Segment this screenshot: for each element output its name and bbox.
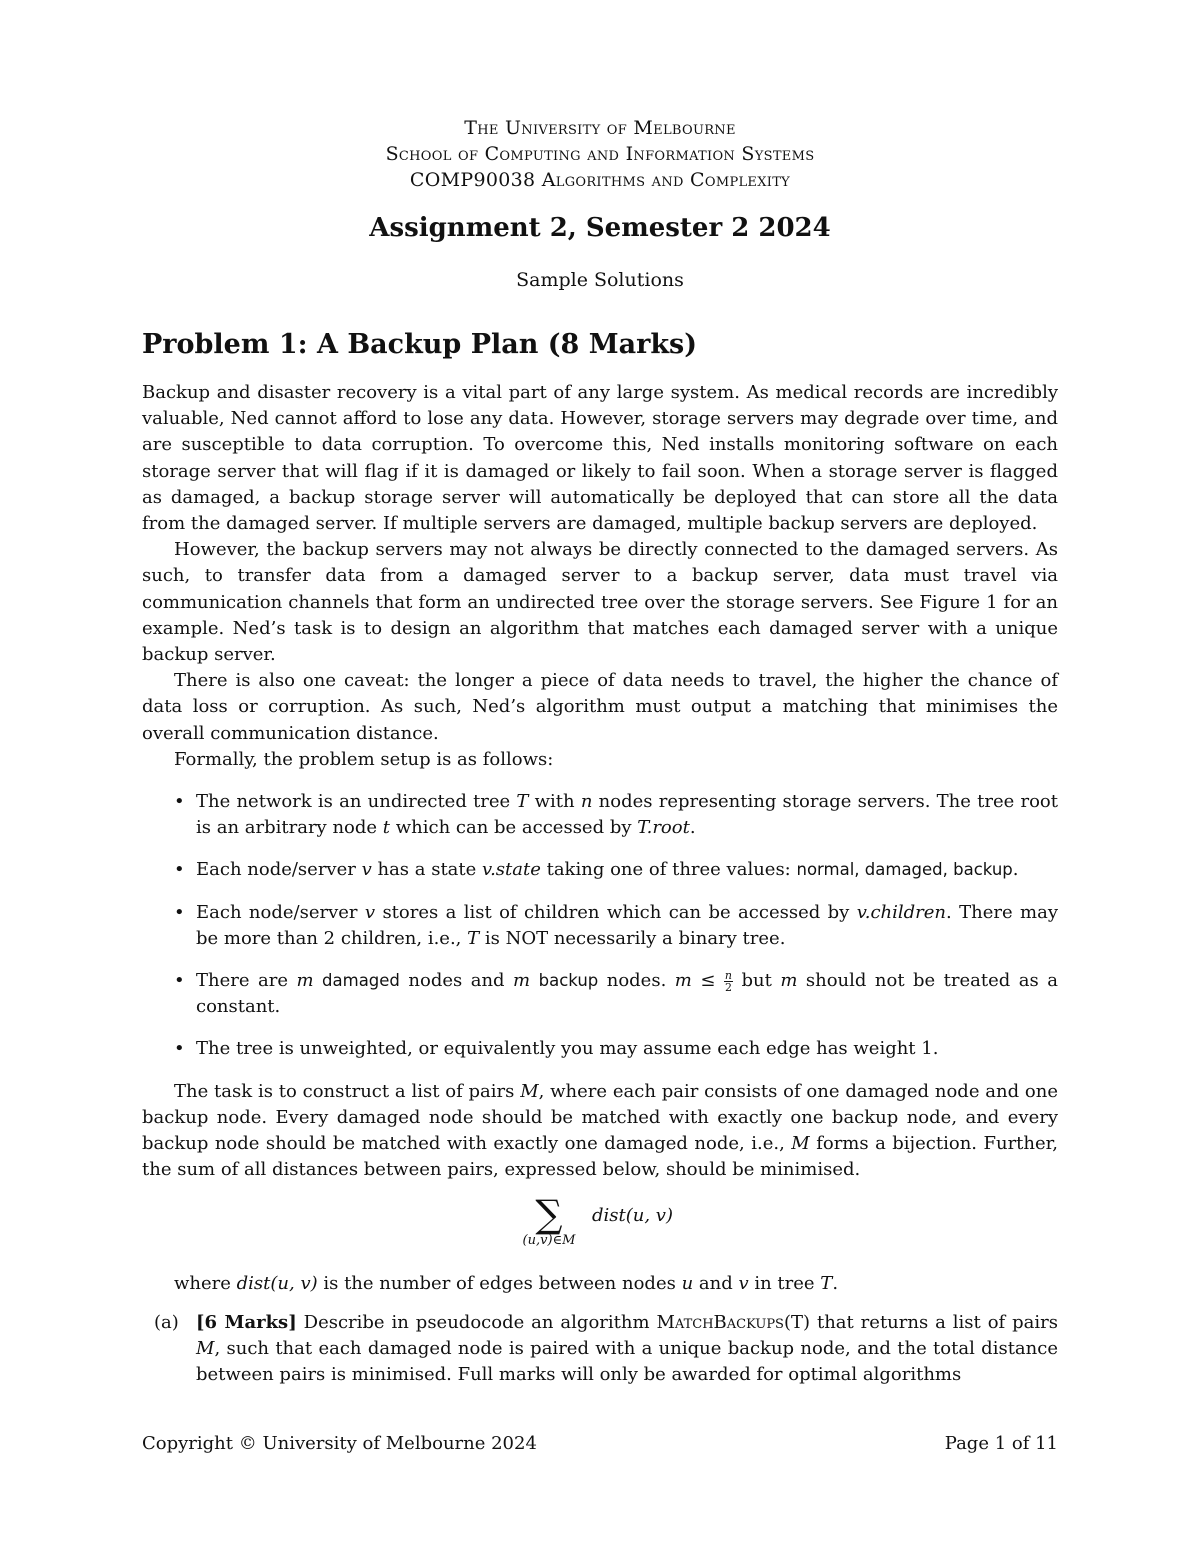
list-item: • There are m damaged nodes and m backup nodes. m ≤ $\frac{n}{2}$ but m should not be treated as a constant. xyxy=(174,968,1058,1018)
part-a: (a) [6 Marks] Describe in pseudocode an algorithm MatchBackups(T) that returns a list of pairs M, such that each damaged node is paired with a unique backup node, and the total distance between pairs is minimised. Full marks will only be awarded for optimal algorithms xyxy=(154,1311,1058,1386)
bullet-icon: • xyxy=(174,859,185,881)
bullet-icon: • xyxy=(174,1038,185,1060)
paragraph-formal: Formally, the problem setup is as follows: xyxy=(174,748,554,770)
school-name: School of Computing and Information Systems xyxy=(385,143,815,165)
setup-list xyxy=(142,789,1058,1063)
list-item: • The network is an undirected tree T with n nodes representing storage servers. The tree root is an arbitrary node t which can be accessed by T.root. xyxy=(174,791,1058,839)
paragraph-intro: Backup and disaster recovery is a vital part of any large system. As medical records are incredibly valuable, Ned cannot afford to lose any data. However, storage servers may degrade over time, and are susceptible to data corruption. To overcome this, Ned installs monitoring software on each storage server that will flag if it is damaged or likely to fail soon. When a storage server is flagged as damaged, a backup storage server will automatically be deployed that can store all the data from the damaged server. If multiple servers are damaged, multiple backup servers are deployed. xyxy=(142,382,1058,535)
document-header xyxy=(0,115,1200,193)
problem-heading: Problem 1: A Backup Plan (8 Marks) xyxy=(142,329,698,360)
sum-equation xyxy=(142,1192,1058,1261)
part-marks: [6 Marks] xyxy=(196,1311,297,1333)
list-item: • Each node/server v stores a list of children which can be accessed by v.children. There may be more than 2 children, i.e., T is NOT necessarily a binary tree. xyxy=(174,901,1058,949)
document-subtitle: Sample Solutions xyxy=(516,269,684,291)
paragraph-task: The task is to construct a list of pairs M, where each pair consists of one damaged node and one backup node. Every damaged node should be matched with exactly one backup node, and every backup node should be matched with exactly one damaged node, i.e., M forms a bijection. Further, the sum of all distances between pairs, expressed below, should be minimised. xyxy=(142,1080,1059,1181)
paragraph-caveat: There is also one caveat: the longer a piece of data needs to travel, the higher the chance of data loss or corruption. As such, Ned’s algorithm must output a matching that minimises the overall communication distance. xyxy=(142,670,1058,744)
bullet-icon: • xyxy=(174,791,185,813)
problem-body xyxy=(142,380,1058,1388)
fraction-n-over-2: $\frac{n}{2}$ xyxy=(724,968,732,994)
university-name: The University of Melbourne xyxy=(464,117,736,139)
list-item: • The tree is unweighted, or equivalently you may assume each edge has weight 1. xyxy=(142,1036,1058,1062)
sum-term: dist(u, v) xyxy=(592,1205,673,1227)
copyright-notice: Copyright © University of Melbourne 2024 xyxy=(142,1433,537,1454)
paragraph-transfer: However, the backup servers may not always be directly connected to the damaged servers. As such, to transfer data from a damaged server to a backup server, data must travel via communication channels that form an undirected tree over the storage servers. See Figure 1 for an example. Ned’s task is to design an algorithm that matches each damaged server with a unique backup server. xyxy=(142,539,1058,666)
algorithm-name: MatchBackups xyxy=(656,1311,784,1333)
list-item: • Each node/server v has a state v.state taking one of three values: normal, damaged, backup. xyxy=(142,857,1058,883)
part-label: (a) xyxy=(154,1311,179,1333)
bullet-icon: • xyxy=(174,901,185,923)
paragraph-dist-definition: where dist(u, v) is the number of edges between nodes u and v in tree T. xyxy=(174,1273,839,1295)
sum-subscript: (u,v)∈M xyxy=(522,1233,576,1249)
course-name: COMP90038 Algorithms and Complexity xyxy=(409,169,791,191)
document-title: Assignment 2, Semester 2 2024 xyxy=(369,213,831,243)
page-number: Page 1 of 11 xyxy=(944,1433,1058,1454)
sigma-symbol: ∑ xyxy=(535,1192,563,1237)
bullet-icon: • xyxy=(174,970,185,992)
